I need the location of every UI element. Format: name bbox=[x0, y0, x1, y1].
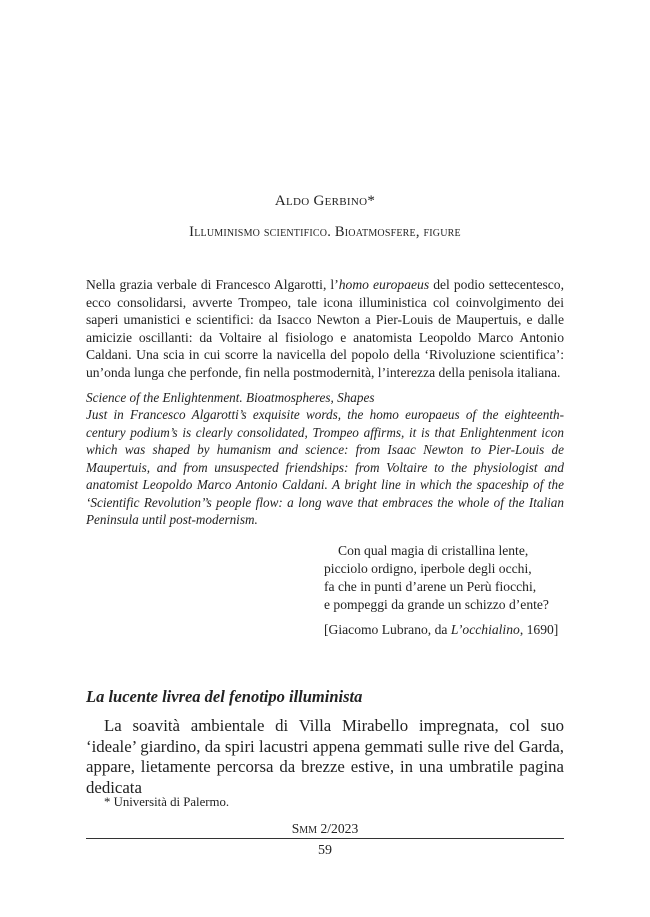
section-heading: La lucente livrea del fenotipo illuminista bbox=[86, 687, 363, 706]
english-abstract-title: Science of the Enlightenment. Bioatmospheres, Shapes bbox=[86, 390, 375, 405]
epigraph-line: fa che in punti d’arene un Perù fiocchi, bbox=[324, 579, 537, 594]
journal-issue-number: 2/2023 bbox=[317, 821, 359, 836]
abstract-italian bbox=[86, 276, 564, 382]
epigraph-citation bbox=[324, 621, 574, 639]
body-paragraph: La soavità ambientale di Villa Mirabello impregnata, col suo ‘ideale’ giardino, da spiri lacustri appena gemmati sulle rive del Garda, appare, lietamente percorsa da brezze estive, in una umbratile pagina dedicata bbox=[86, 716, 564, 797]
footnote: * Università di Palermo. bbox=[104, 795, 230, 809]
epigraph-citation-prefix: [Giacomo Lubrano, da bbox=[324, 622, 451, 637]
epigraph-line: Con qual magia di cristallina lente, bbox=[338, 543, 529, 558]
abstract-italian-text-1: Nella grazia verbale di Francesco Algarotti, l’ bbox=[86, 277, 339, 292]
epigraph-line: e pompeggi da grande un schizzo d’ente? bbox=[324, 597, 549, 612]
epigraph-line: picciolo ordigno, iperbole degli occhi, bbox=[324, 561, 532, 576]
epigraph-citation-work: L’occhialino bbox=[450, 622, 520, 637]
abstract-italian-italic: homo europaeus bbox=[338, 277, 430, 292]
abstract-italian-text-2: del podio settecentesco, ecco consolidarsi, avverte Trompeo, tale icona illuministica col coinvolgimento dei saperi umanistici e scientifici: da Isacco Newton a Pier-Louis de Maupertuis, e dalle amicizie oscillanti: da Voltaire al fisiologo e anatomista Leopoldo Marco Antonio Caldani. Una scia in cui scorre la navicella del popolo della ‘Rivoluzione scientifica’: un’onda lunga che perfonde, fin nella postmodernità, l’interezza della penisola italiana. bbox=[86, 277, 565, 380]
journal-name: Smm bbox=[291, 821, 318, 836]
english-abstract-text: Just in Francesco Algarotti’s exquisite words, the homo europaeus of the eighteenth-century podium’s is clearly consolidated, Trompeo affirms, it is that Enlightenment icon which was shaped by humanism and science: from Isaac Newton to Pier-Louis de Maupertuis, and from unsuspected friendships: from Voltaire to the physiologist and anatomist Leopoldo Marco Antonio Caldani. A bright line in which the spaceship of the ‘Scientific Revolution’’s people flow: a long wave that embraces the whole of the Italian Peninsula until post-modernism. bbox=[86, 407, 564, 527]
article-title: Illuminismo scientifico. Bioatmosfere, figure bbox=[189, 224, 461, 240]
journal-issue bbox=[0, 821, 650, 837]
author-name: Aldo Gerbino* bbox=[274, 193, 376, 209]
footer-rule bbox=[86, 838, 564, 839]
page-number: 59 bbox=[318, 843, 332, 858]
epigraph bbox=[324, 542, 574, 639]
epigraph-citation-suffix: , 1690] bbox=[519, 622, 559, 637]
